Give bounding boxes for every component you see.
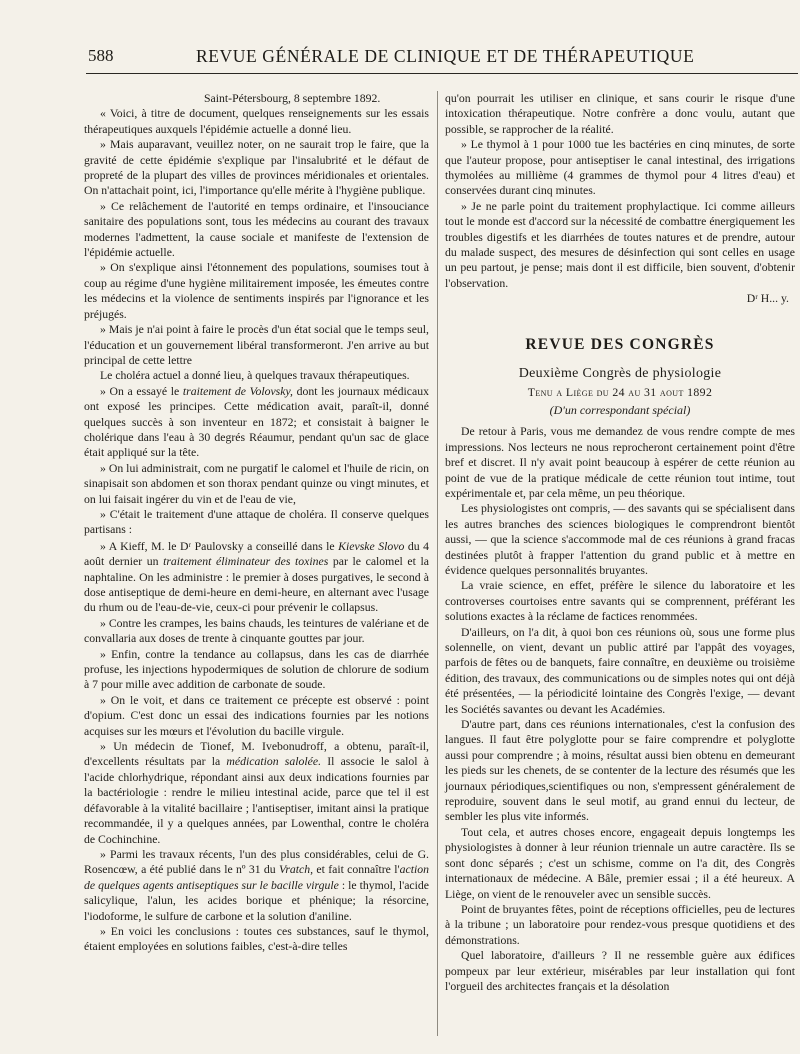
congress-title: Deuxième Congrès de physiologie [518, 366, 722, 382]
text-run: : le thymol, l'acide salicylique, l'alun, les acides borique et phénique; la résorcine, l'iodoforme, le sulfure de carbone et la solution d'aniline. [84, 878, 429, 923]
paragraph: La vraie science, en effet, préfère le silence du laboratoire et les controverses courtoises entre savants qui se comprennent, préférant les solutions exactes à la réclame de factices renommées. [445, 579, 795, 624]
paragraph: » En voici les conclusions : toutes ces substances, sauf le thymol, étaient employées en solutions faibles, c'est-à-dire telles [84, 924, 429, 954]
text-run: par le calomel et la naphtaline. On les administre : le premier à doses purgatives, le second à dose antiseptique de demi-heure en demi-heure, en alternant avec l'usage du rhum ou de l'eau-de-vie, ceux-ci pour prévenir le collapsus. [84, 555, 429, 615]
text-run: et fait connaître l' [313, 863, 400, 877]
paragraph [84, 847, 429, 924]
italic-run: traitement de Volovsky, [182, 384, 293, 398]
header-rule [86, 73, 798, 74]
text-run: Il associe le salol à l'acide chlorhydrique, répondant ainsi aux deux indications fournies par la bactériologie : rendre le milieu intestinal acide, parce que tel il est défavorable à la vitalité bacillaire ; l'antiseptiser, imitant ainsi la pratique recommandée, il y a quelques années, par Lowenthal, contre le choléra de Cochinchine. [84, 755, 429, 846]
paragraph: » Ce relâchement de l'autorité en temps ordinaire, et l'insouciance sanitaire des populations sont, tous les médecins au courant des travaux modernes l'admettent, la cause sociale et manifeste de l'extension de l'épidémie actuelle. [84, 199, 429, 260]
column-divider [437, 91, 438, 1036]
paragraph: » Contre les crampes, les bains chauds, les teintures de valériane et de convallaria aux doses de trente à cinquante gouttes par jour. [84, 616, 429, 646]
paragraph: D'ailleurs, on l'a dit, à quoi bon ces réunions où, sous une forme plus solennelle, on vient, devant un public attiré par l'appât des voyages, parfois de fêtes ou de banquets, faire connaître, en deuxième ou troisième édition, des travaux, des communications ou de simples notes qui ont déjà été présentées, — la périodicité lointaine des Congrès l'exige, — devant les Sociétés savantes ou devant les Académies. [445, 625, 795, 716]
page-number: 588 [88, 46, 114, 65]
congress-place: Tenu a Liège du 24 au 31 aout 1892 [527, 384, 713, 399]
signature: Dʳ H... y. [746, 292, 789, 306]
paragraph: » On le voit, et dans ce traitement ce précepte est observé : point d'opium. C'est donc un essai des indications fournies par les notions acquises sur les mœurs et l'évolution du bacille virgule. [84, 693, 429, 738]
section-header [445, 337, 795, 419]
italic-run: action de quelques agents antiseptiques sur le bacille virgule [84, 863, 429, 892]
text-run: dont les journaux médicaux ont exposé les principes. Cette médication avait, paraît-il, donné quelques succès à son inventeur en 1872; et consistait à baigner le cholérique dans l'eau à 30 degrés Réaumur, pendant qu'un sac de glace était appliqué sur la tête. [84, 384, 429, 460]
text-run: » A Kieff, M. le Dʳ Paulovsky a conseillé dans le [100, 539, 339, 553]
congress-correspondent: (D'un correspondant spécial) [549, 402, 691, 417]
paragraph: » Mais auparavant, veuillez noter, on ne saurait trop le faire, que la gravité de cette épidémie s'explique par l'insalubrité et le défaut de propreté de la plupart des villes de provinces méridionales et orientales. On n'attachait point, ici, l'importance qu'elle mérite à l'hygiène publique. [84, 138, 429, 198]
dateline: Saint-Pétersbourg, 8 septembre 1892. [204, 92, 381, 105]
paragraph: « Voici, à titre de document, quelques renseignements sur les essais thérapeutiques auxquels l'épidémie actuelle a donné lieu. [84, 107, 429, 136]
paragraph: » Je ne parle point du traitement prophylactique. Ici comme ailleurs tout le monde est d'accord sur la nécessité de combattre énergiquement les troubles digestifs et les diarrhées de toutes natures et de prendre, autour du malade suspect, des mesures de désinfection qui sont celles en usage un peu partout, je pense; mais dont il est difficile, bien souvent, d'obtenir l'observation. [445, 199, 795, 290]
text-run: » Un médecin de Tionef, M. Ivebonudroff, a obtenu, paraît-il, d'excellents résultats par la [84, 740, 429, 769]
italic-run: Kievske Slovo [338, 539, 405, 553]
right-column [445, 91, 795, 994]
paragraph [84, 539, 429, 616]
section-title: REVUE DES CONGRÈS [525, 335, 715, 353]
left-column [84, 91, 429, 955]
text-run: » On a essayé le [100, 384, 183, 398]
italic-run: Vratch, [279, 863, 314, 877]
italic-run: traitement éliminateur des toxines [163, 555, 329, 569]
paragraph: » Le thymol à 1 pour 1000 tue les bactéries en cinq minutes, de sorte que l'auteur propose, pour antiseptiser le canal intestinal, des irrigations thymolées au millième (4 grammes de thymol pour 4 litres d'eau) et conservées durant cinq minutes. [445, 138, 795, 198]
paragraph: De retour à Paris, vous me demandez de vous rendre compte de mes impressions. Nos lecteurs ne nous reprocheront certainement point d'être bref et discret. Il n'y avait point beaucoup à espérer de cette réunion au point de vue de la pratique médicale de cette réunion tout intime, tout expérimentale et, par cela même, un peu théorique. [445, 425, 795, 500]
paragraph: qu'on pourrait les utiliser en clinique, et sans courir le risque d'une intoxication thérapeutique. Notre confrère a donc voulu, autant que possible, se rapprocher de la réalité. [445, 92, 795, 136]
italic-run: médication salolée. [226, 755, 322, 769]
paragraph: » C'était le traitement d'une attaque de choléra. Il conserve quelques partisans : [84, 507, 429, 537]
paragraph [84, 384, 429, 461]
paragraph: Tout cela, et autres choses encore, engageait depuis longtemps les physiologistes à donner à leur réunion triennale un autre caractère. Ils se sont donc séparés ; c'est un schisme, comme on l'a dit, des Congrès internationaux de médecine. A Bâle, premier essai ; il a été heureux. A Liège, on vient de le renouveler avec un sensible succès. [445, 825, 795, 901]
text-run: » Parmi les travaux récents, l'un des plus considérables, celui de G. Rosencœw, a été publié dans le nº 31 du [84, 847, 429, 877]
paragraph: D'autre part, dans ces réunions internationales, c'est la confusion des langues. Il faut être polyglotte pour se faire comprendre et polyglotte aussi pour comprendre ; à moins, résultat aussi bien obtenu en demeurant les pieds sur les chenets, de se contenter de la lecture des résumés que les journaux périodiques,scientifiques ou non, s'empressent généralement de reproduire, souvent dans le seul motif, au grand ennui du lecteur, de sembler les plus vite informés. [445, 718, 795, 824]
paragraph: Le choléra actuel a donné lieu, à quelques travaux thérapeutiques. [100, 369, 410, 383]
running-title: REVUE GÉNÉRALE DE CLINIQUE ET DE THÉRAPEUTIQUE [196, 46, 695, 66]
paragraph: » On lui administrait, com ne purgatif le calomel et l'huile de ricin, on sinapisait son abdomen et son thorax pendant quinze ou vingt minutes, et on lui faisait ingérer du vin et de l'eau de vie, [84, 461, 429, 506]
paragraph: » Enfin, contre la tendance au collapsus, dans les cas de diarrhée profuse, les injections hypodermiques de solution de chlorure de sodium à 7 pour mille avec addition de carbonate de soude. [84, 647, 429, 692]
paragraph [84, 739, 429, 847]
paragraph: » On s'explique ainsi l'étonnement des populations, soumises tout à coup au régime d'une hygiène militairement imposée, les émeutes contre les médecins et la violence de sentiments inspirés par l'ignorance et les préjugés. [84, 261, 429, 321]
paragraph: Point de bruyantes fêtes, point de réceptions officielles, peu de lectures à la tribune ; un laboratoire pour rendez-vous presque quotidiens et des démonstrations. [445, 902, 795, 947]
text-run: du 4 août dernier un [84, 539, 430, 569]
paragraph: » Mais je n'ai point à faire le procès d'un état social que le temps seul, l'éducation et un gouvernement libéral transformeront. J'en arrive au but principal de cette lettre [84, 323, 429, 367]
paragraph: Quel laboratoire, d'ailleurs ? Il ne ressemble guère aux édifices pompeux par leur extérieur, misérables par leur installation qui font l'orgueil des architectes français et la désolation [445, 949, 795, 993]
paragraph: Les physiologistes ont compris, — des savants qui se spécialisent dans les autres branches des sciences biologiques le comprendront bientôt aussi, — que la science s'accommode mal de ces réunions à grand fracas destinées plutôt à frapper l'attention du grand public et à mettre en évidence quelques personnalités bruyantes. [445, 502, 795, 577]
